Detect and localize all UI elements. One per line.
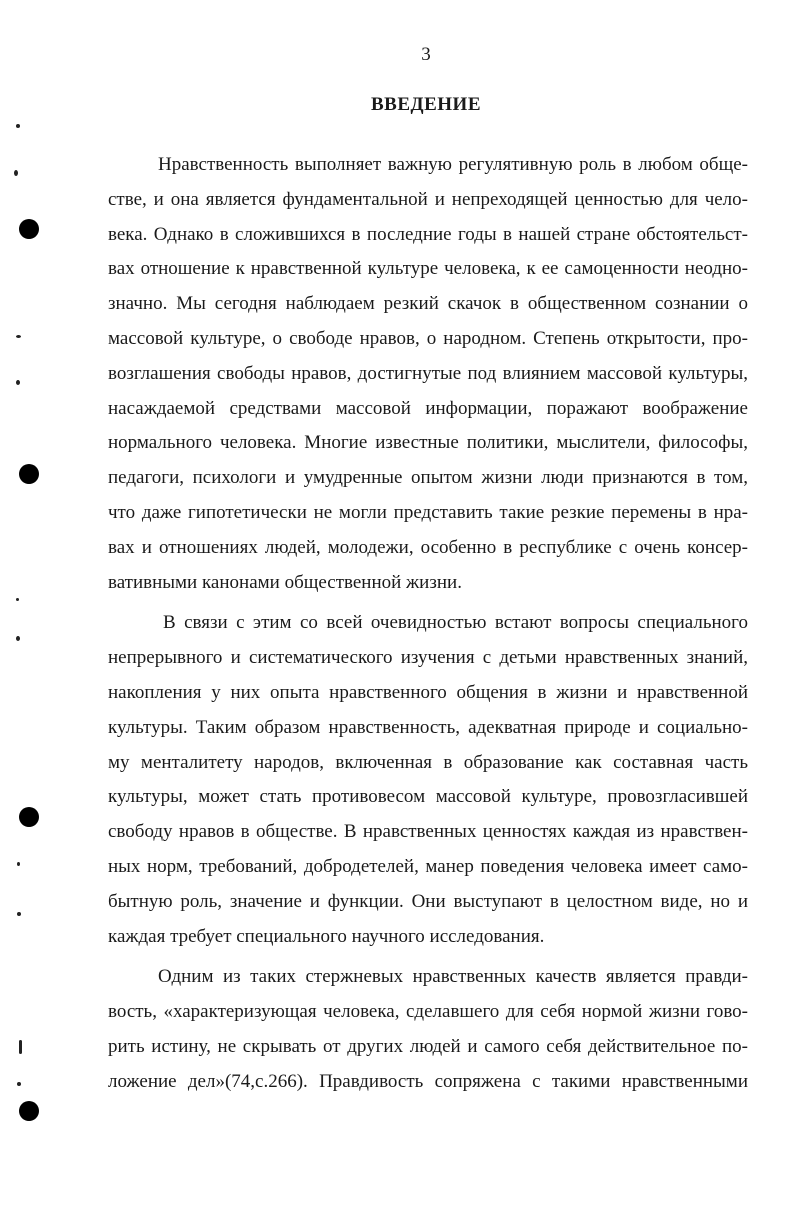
text-line: ложение дел»(74,с.266). Правдивость сопряжена с такими нравственными: [108, 1070, 748, 1092]
scan-speck: [16, 380, 20, 385]
text-line: В связи с этим со всей очевидностью встают вопросы специального: [163, 612, 748, 634]
text-line: каждая требует специального научного исследования.: [108, 925, 545, 947]
text-line: культуры. Таким образом нравственность, адекватная природе и социально-: [108, 716, 748, 738]
paragraph-1: [108, 148, 748, 600]
scan-speck: [17, 1082, 21, 1086]
text-line: значно. Мы сегодня наблюдаем резкий скачок в общественном сознании о: [108, 293, 748, 315]
body-text: [108, 148, 748, 1100]
text-line: накопления у них опыта нравственного общения в жизни и нравственной: [108, 681, 748, 703]
text-line: возглашения свободы нравов, достигнутые под влиянием массовой культуры,: [108, 362, 748, 384]
text-line: вах отношение к нравственной культуре человека, к ее самоценности неодно-: [108, 258, 748, 280]
text-line: нормального человека. Многие известные политики, мыслители, философы,: [108, 432, 748, 454]
text-line: непрерывного и систематического изучения с детьми нравственных знаний,: [108, 647, 748, 669]
text-line: вативными канонами общественной жизни.: [108, 571, 462, 593]
text-line: свободу нравов в обществе. В нравственных ценностях каждая из нравствен-: [108, 821, 748, 843]
section-heading: ВВЕДЕНИЕ: [371, 94, 481, 115]
scan-speck: [16, 335, 21, 338]
scan-speck: [17, 912, 21, 916]
text-line: что даже гипотетически не могли представить такие резкие перемены в нра-: [108, 501, 748, 523]
text-line: му менталитету народов, включенная в образование как составная часть: [108, 751, 748, 773]
paragraph-2: [108, 606, 748, 954]
punch-hole-icon: [19, 807, 39, 827]
page-number: 3: [421, 44, 431, 65]
text-line: насаждаемой средствами массовой информации, поражают воображение: [108, 397, 748, 419]
scan-speck: [14, 170, 18, 176]
scan-speck: [16, 598, 19, 601]
scan-speck: [17, 862, 20, 866]
scan-speck: [19, 1040, 22, 1054]
text-line: Одним из таких стержневых нравственных качеств является правди-: [158, 966, 748, 988]
punch-hole-icon: [19, 219, 39, 239]
scan-speck: [16, 636, 20, 641]
text-line: педагоги, психологи и умудренные опытом жизни люди признаются в том,: [108, 467, 748, 489]
text-line: вость, «характеризующая человека, сделавшего для себя нормой жизни гово-: [108, 1001, 748, 1023]
text-line: бытную роль, значение и функции. Они выступают в целостном виде, но и: [108, 890, 748, 912]
text-line: вах и отношениях людей, молодежи, особенно в республике с очень консер-: [108, 536, 748, 558]
text-line: стве, и она является фундаментальной и непреходящей ценностью для чело-: [108, 188, 748, 210]
text-line: ных норм, требований, добродетелей, манер поведения человека имеет само-: [108, 855, 748, 877]
text-line: культуры, может стать противовесом массовой культуре, провозгласившей: [108, 786, 748, 808]
text-line: века. Однако в сложившихся в последние годы в нашей стране обстоятельст-: [108, 223, 748, 245]
text-line: массовой культуре, о свободе нравов, о народном. Степень открытости, про-: [108, 327, 748, 349]
paragraph-3: [108, 960, 748, 1099]
punch-hole-icon: [19, 464, 39, 484]
scan-speck: [16, 124, 20, 128]
punch-hole-icon: [19, 1101, 39, 1121]
text-line: рить истину, не скрывать от других людей и самого себя действительное по-: [108, 1035, 748, 1057]
text-line: Нравственность выполняет важную регулятивную роль в любом обще-: [158, 154, 748, 175]
